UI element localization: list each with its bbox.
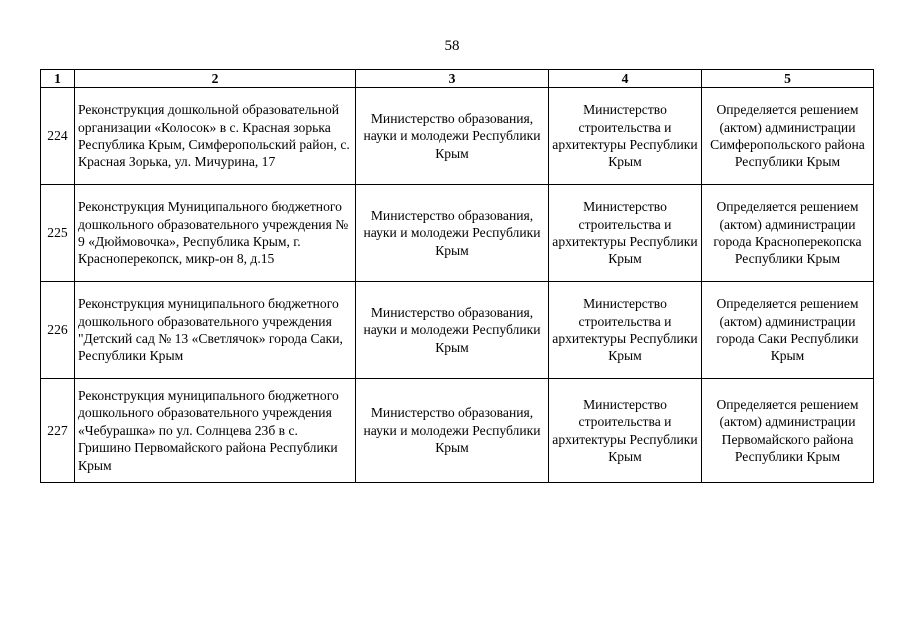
table-row (41, 88, 874, 185)
page-number: 58 (444, 38, 460, 54)
column-header-4: 4 (549, 70, 702, 88)
projects-table (40, 69, 874, 483)
header-row (41, 70, 874, 88)
owner-cell: Определяется решением (актом) администрации Симферопольского района Республики Крым (702, 88, 874, 185)
owner-cell: Определяется решением (актом) администрации города Красноперекопска Республики Крым (702, 185, 874, 282)
project-name: Реконструкция муниципального бюджетного дошкольного образовательного учреждения "Детский сад № 13 «Светлячок» города Саки, Республики Крым (75, 282, 356, 379)
customer-cell: Министерство образования, науки и молодежи Республики Крым (356, 88, 549, 185)
table-row (41, 282, 874, 379)
customer-cell: Министерство образования, науки и молодежи Республики Крым (356, 185, 549, 282)
row-number: 226 (41, 282, 75, 379)
table-row (41, 379, 874, 483)
row-number: 225 (41, 185, 75, 282)
developer-cell: Министерство строительства и архитектуры Республики Крым (549, 185, 702, 282)
owner-cell: Определяется решением (актом) администрации Первомайского района Республики Крым (702, 379, 874, 483)
customer-cell: Министерство образования, науки и молодежи Республики Крым (356, 379, 549, 483)
row-number: 227 (41, 379, 75, 483)
developer-cell: Министерство строительства и архитектуры Республики Крым (549, 88, 702, 185)
project-name: Реконструкция муниципального бюджетного дошкольного образовательного учреждения «Чебурашка» по ул. Солнцева 23б в с. Гришино Первомайского района Республики Крым (75, 379, 356, 483)
project-name: Реконструкция Муниципального бюджетного дошкольного образовательного учреждения № 9 «Дюймовочка», Республика Крым, г. Красноперекопск, микр-он 8, д.15 (75, 185, 356, 282)
project-name: Реконструкция дошкольной образовательной организации «Колосок» в с. Красная зорька Республика Крым, Симферопольский район, с. Красная Зорька, ул. Мичурина, 17 (75, 88, 356, 185)
customer-cell: Министерство образования, науки и молодежи Республики Крым (356, 282, 549, 379)
row-number: 224 (41, 88, 75, 185)
column-header-1: 1 (41, 70, 75, 88)
column-header-3: 3 (356, 70, 549, 88)
owner-cell: Определяется решением (актом) администрации города Саки Республики Крым (702, 282, 874, 379)
developer-cell: Министерство строительства и архитектуры Республики Крым (549, 379, 702, 483)
table-row (41, 185, 874, 282)
column-header-2: 2 (75, 70, 356, 88)
column-header-5: 5 (702, 70, 874, 88)
developer-cell: Министерство строительства и архитектуры Республики Крым (549, 282, 702, 379)
